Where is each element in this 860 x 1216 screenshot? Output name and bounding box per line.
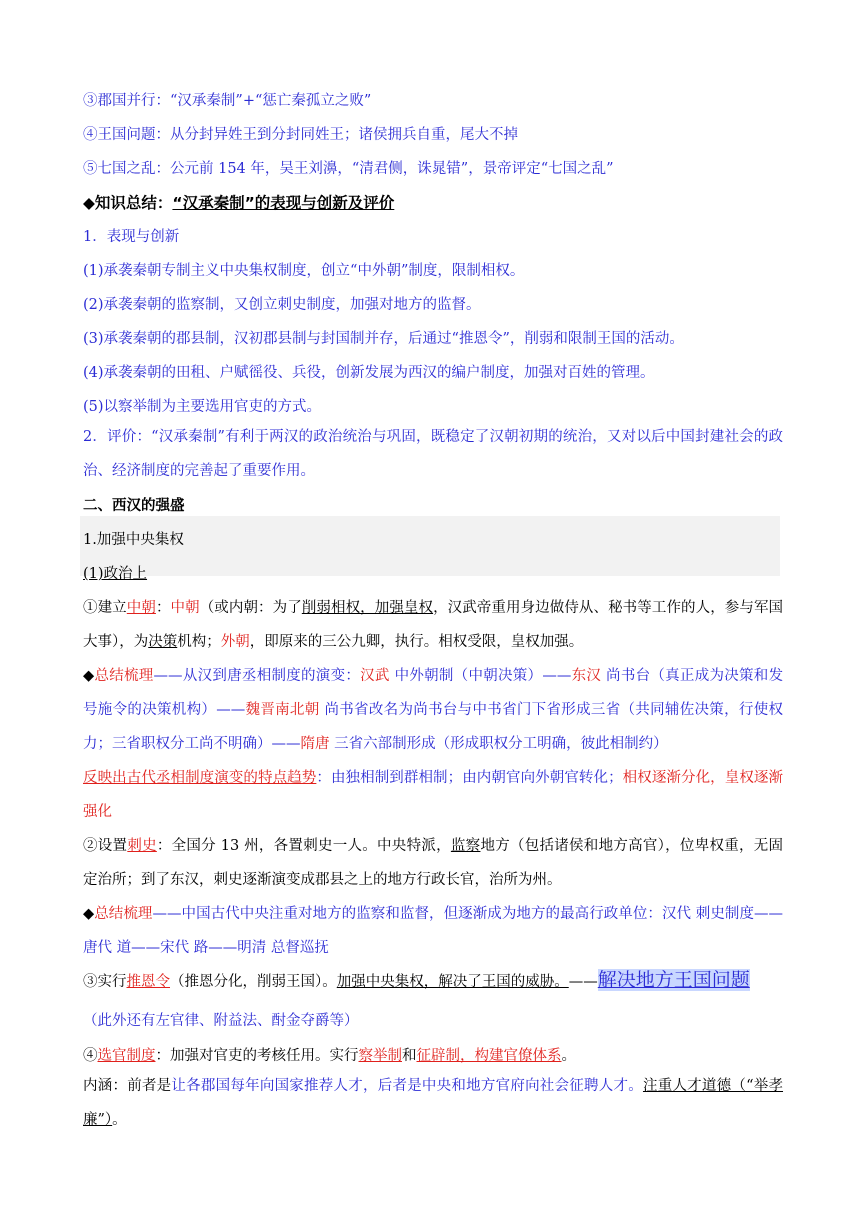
term-cha-ju: 察举制	[358, 1048, 402, 1064]
term-ci-shi: 刺史	[127, 838, 157, 854]
summary-prefix: ◆知识总结：	[83, 194, 173, 212]
text-run: 和	[402, 1048, 417, 1064]
paragraph-evaluation: 2．评价：“汉承秦制”有利于两汉的政治统治与巩固，既稳定了汉朝初期的统治，又对以后中国封建社会的政治、经济制度的完善起了重要作用。	[83, 429, 783, 479]
text-run: ②设置	[83, 838, 128, 854]
term-zhong-chao: 中朝	[126, 600, 156, 616]
text-run: ：	[155, 600, 171, 616]
highlight-callout: 解决地方王国问题	[597, 969, 750, 991]
line-item-4: (4)承袭秦朝的田租、户赋徭役、兵役，创新发展为西汉的编户制度，加强对百姓的管理。	[83, 365, 655, 381]
paragraph-trend	[83, 761, 783, 829]
era-han-wu: 汉武	[360, 668, 390, 684]
line-biao-xian: 1．表现与创新	[83, 229, 180, 245]
term-zheng-bi: 征辟制，构建官僚体系	[416, 1048, 562, 1064]
underlined-phrase: 注重人才道德（“举孝廉”）	[83, 1078, 784, 1128]
text-run: 让各郡国每年向国家推荐人才，后者是中央和地方官府向社会征聘人才。	[171, 1078, 643, 1094]
paragraph-ci-shi	[83, 829, 783, 897]
line-xuan-guan	[83, 1046, 783, 1066]
underlined-phrase: 加强中央集权，解决了王国的威胁。	[336, 974, 569, 990]
line-tui-en-ling	[83, 970, 783, 992]
line-qi-guo: ⑤七国之乱：公元前 154 年，吴王刘濞，“清君侧，诛晁错”，景帝评定“七国之乱”	[83, 161, 614, 177]
term-wai-chao: 外朝	[220, 634, 250, 650]
text-run: 地方（包括诸侯和地方高官），位卑权重，无固定治所；到了东汉，刺史逐渐演变成郡县之上的地方行政长官，治所为州。	[83, 838, 784, 888]
line-other-measures: （此外还有左官律、附益法、酎金夺爵等）	[83, 1013, 359, 1029]
diamond-bullet: ◆	[83, 668, 95, 684]
paragraph-nei-han	[83, 1069, 783, 1137]
text-run: ①建立	[83, 600, 127, 616]
text-run: 三省六部制形成（形成职权分工明确，彼此相制约）	[334, 736, 668, 752]
paragraph-prime-minister-evolution	[83, 659, 783, 761]
term-xuan-guan: 选官制度	[97, 1048, 156, 1064]
term-zhong-chao-2: 中朝	[170, 600, 200, 616]
underlined-phrase: 削弱相权，加强皇权	[301, 600, 434, 616]
text-run: 尚书台（真正成为决策和发号施令的决策机构）——	[83, 668, 784, 718]
era-sui-tang: 隋唐	[300, 736, 330, 752]
summary-title: “汉承秦制”的表现与创新及评价	[172, 194, 395, 212]
line-jun-guo: ③郡国并行：“汉承秦制”+“惩亡秦孤立之败”	[83, 93, 372, 109]
era-dong-han: 东汉	[571, 668, 602, 684]
diamond-bullet: ◆	[83, 906, 95, 922]
line-item-2: (2)承袭秦朝的监察制，又创立刺史制度，加强对地方的监督。	[83, 297, 481, 313]
paragraph-zhong-chao	[83, 591, 783, 659]
line-item-1: (1)承袭秦朝专制主义中央集权制度，创立“中外朝”制度，限制相权。	[83, 263, 525, 279]
label-summary: 总结梳理	[94, 668, 154, 684]
line-item-3: (3)承袭秦朝的郡县制，汉初郡县制与封国制并存，后通过“推恩令”，削弱和限制王国的活动。	[83, 331, 684, 347]
subheading-central: 1.加强中央集权	[83, 532, 184, 548]
section-heading: 二、西汉的强盛	[83, 498, 185, 514]
text-run: ——中国古代中央注重对地方的监察和监督，但逐渐成为地方的最高行政单位：汉代 刺史制度——唐代 道——宋代 路——明清 总督巡抚	[83, 906, 784, 956]
term-tui-en-ling: 推恩令	[126, 974, 170, 990]
era-wei-jin: 魏晋南北朝	[245, 702, 320, 718]
text-run: （或内朝：为了	[199, 600, 302, 616]
text-run: ④	[83, 1048, 98, 1064]
text-run: ③实行	[83, 974, 127, 990]
line-item-5: (5)以察举制为主要选用官吏的方式。	[83, 399, 322, 415]
text-run: 内涵：前者是	[83, 1078, 172, 1094]
text-run: 机构；	[177, 634, 221, 650]
text-run: （推恩分化，削弱王国）。	[170, 974, 337, 990]
text-run: 中外朝制（中朝决策）——	[394, 668, 572, 684]
text-run: ：由独相制到群相制；由内朝官向外朝官转化；	[316, 770, 623, 786]
text-run: ，即原来的三公九卿，执行。相权受限，皇权加强。	[249, 634, 584, 650]
label-summary: 总结梳理	[94, 906, 153, 922]
term-jian-cha: 监察	[450, 838, 481, 854]
trend-label: 反映出古代丞相制度演变的特点趋势	[83, 770, 317, 786]
line-wang-guo: ④王国问题：从分封异姓王到分封同姓王；诸侯拥兵自重，尾大不掉	[83, 127, 518, 143]
text-run: ——从汉到唐丞相制度的演变：	[153, 668, 361, 684]
text-run: 。	[112, 1112, 127, 1128]
paragraph-supervision	[83, 897, 783, 965]
text-run: 。	[561, 1048, 576, 1064]
heading-summary	[83, 193, 783, 213]
text-run: ：全国分 13 州，各置刺史一人。中央特派，	[156, 838, 451, 854]
text-run: ：加强对官吏的考核任用。实行	[155, 1048, 359, 1064]
text-run: ，汉武帝重用身边做侍从、秘书等工作的人，参与军国大事），为	[83, 600, 784, 650]
term-jue-ce: 决策	[148, 634, 178, 650]
text-run: 尚书省改名为尚书台与中书省门下省形成三省（共同辅佐决策，行使权力；三省职权分工尚不明确）——	[83, 702, 784, 752]
text-run: ——	[568, 974, 598, 990]
subheading-politics: (1)政治上	[83, 566, 148, 582]
trend-conclusion: 相权逐渐分化，皇权逐渐强化	[83, 770, 784, 820]
